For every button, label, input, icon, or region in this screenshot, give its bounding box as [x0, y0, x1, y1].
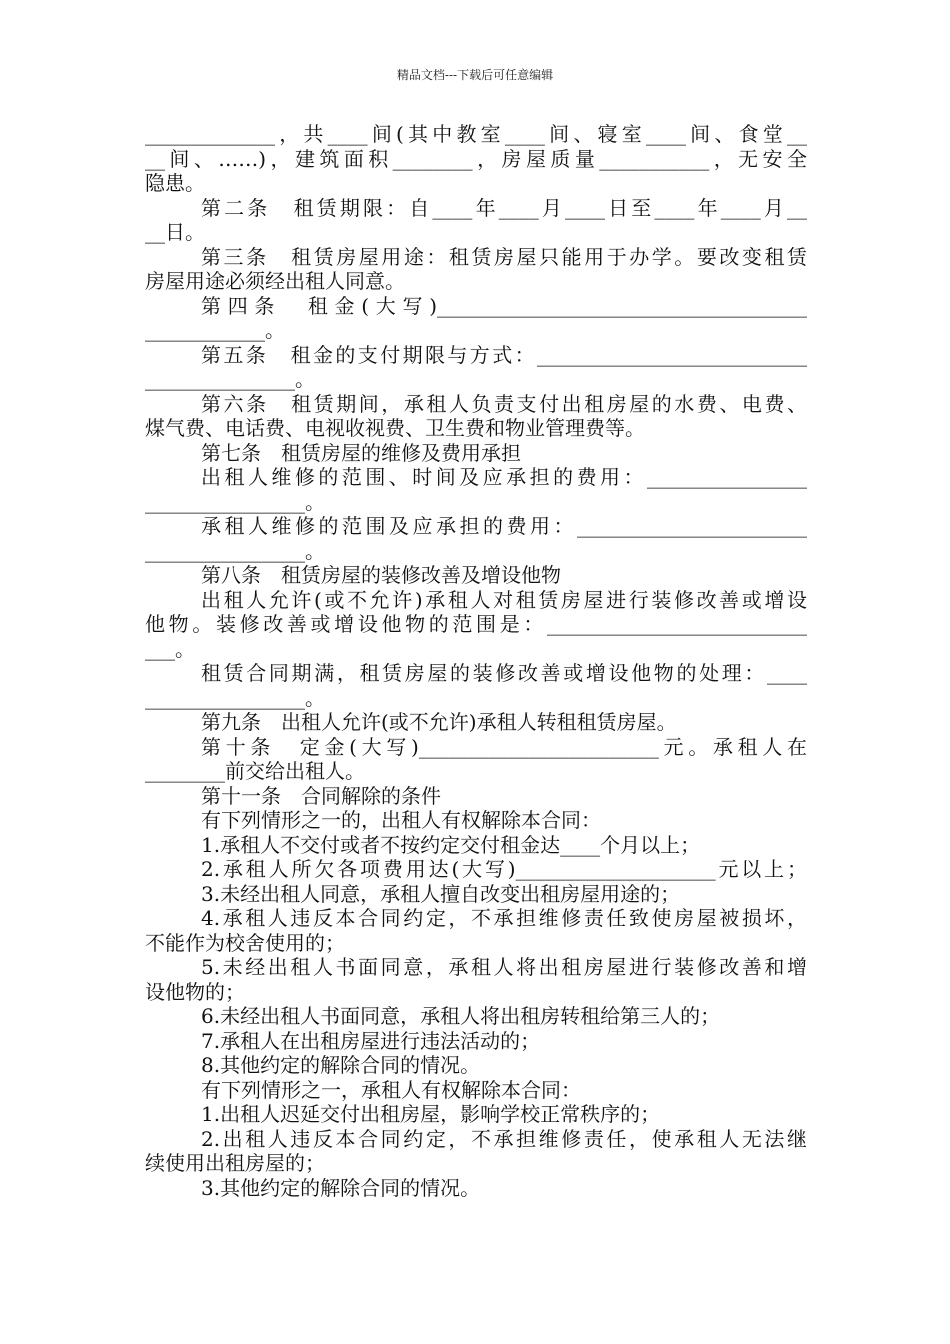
text-line: 设他物的；: [145, 979, 245, 1004]
text-line: 第九条 出租人允许(或不允许)承租人转租租赁房屋。: [201, 710, 677, 734]
text-line: ________________。: [145, 538, 325, 563]
text-line: 7.承租人在出租房屋进行违法活动的；: [201, 1028, 541, 1053]
text-line: 2.出租人违反本合同约定，不承担维修责任，使承租人无法继: [201, 1126, 807, 1151]
text-line: 承租人维修的范围及应承担的费用：_______________________: [201, 514, 807, 538]
text-line: ________________。: [145, 489, 325, 514]
text-line: 5.未经出租人书面同意，承租人将出租房屋进行装修改善和增: [201, 955, 807, 979]
text-line: 煤气费、电话费、电视收视费、卫生费和物业管理费等。: [145, 416, 645, 440]
page-header: 精品文档---下载后可任意编辑: [396, 68, 554, 82]
text-line: 不能作为校舍使用的；: [145, 930, 345, 955]
text-line: 3.未经出租人同意，承租人擅自改变出租房屋用途的；: [201, 881, 681, 906]
text-line: 第八条 租赁房屋的装修改善及增设他物: [201, 563, 561, 587]
text-line: 2.承租人所欠各项费用达(大写)____________________元以上；: [201, 857, 807, 881]
text-line: 出租人允许(或不允许)承租人对租赁房屋进行装修改善或增设: [201, 587, 807, 612]
text-line: __间、……)，建筑面积________，房屋质量___________，无安全: [145, 146, 807, 171]
text-line: 有下列情形之一，承租人有权解除本合同：: [201, 1077, 581, 1102]
text-line: 第二条 租赁期限：自____年____月____日至____年____月__: [201, 195, 807, 220]
text-line: ________前交给出租人。: [145, 759, 365, 783]
text-line: 出租人维修的范围、时间及应承担的费用：________________: [201, 465, 807, 489]
text-line: ________________。: [145, 685, 325, 710]
document-body: [145, 122, 807, 1200]
text-line: 他物。装修改善或增设他物的范围是：__________________________: [145, 612, 807, 636]
text-line: 1.出租人迟延交付出租房屋，影响学校正常秩序的；: [201, 1102, 661, 1126]
text-line: 第六条 租赁期间，承租人负责支付出租房屋的水费、电费、: [201, 391, 807, 416]
text-line: ___。: [145, 636, 195, 661]
text-line: 8.其他约定的解除合同的情况。: [201, 1053, 481, 1077]
text-line: 房屋用途必须经出租人同意。: [145, 269, 405, 293]
text-line: 4.承租人违反本合同约定，不承担维修责任致使房屋被损坏，: [201, 906, 807, 930]
text-line: 第五条 租金的支付期限与方式：___________________________: [201, 342, 807, 367]
text-line: 第三条 租赁房屋用途：租赁房屋只能用于办学。要改变租赁: [201, 244, 807, 269]
text-line: 第四条 租金(大写)_____________________________________: [201, 293, 807, 318]
text-line: 第十条 定金(大写)________________________元。承租人在: [201, 734, 807, 759]
text-line: _____________，共____间(其中教室____间、寝室____间、食堂__: [145, 122, 807, 146]
text-line: 1.承租人不交付或者不按约定交付租金达____个月以上；: [201, 832, 701, 857]
text-line: __日。: [145, 220, 205, 244]
text-line: _______________。: [145, 367, 315, 391]
text-line: 有下列情形之一的，出租人有权解除本合同：: [201, 808, 601, 832]
text-line: 第十一条 合同解除的条件: [201, 783, 441, 808]
text-line: 第七条 租赁房屋的维修及费用承担: [201, 440, 521, 465]
text-line: 租赁合同期满，租赁房屋的装修改善或增设他物的处理：____: [201, 661, 807, 685]
text-line: ____________。: [145, 318, 285, 342]
text-line: 续使用出租房屋的；: [145, 1151, 325, 1175]
text-line: 隐患。: [145, 171, 205, 195]
text-line: 3.其他约定的解除合同的情况。: [201, 1175, 481, 1200]
text-line: 6.未经出租人书面同意，承租人将出租房转租给第三人的；: [201, 1004, 721, 1028]
